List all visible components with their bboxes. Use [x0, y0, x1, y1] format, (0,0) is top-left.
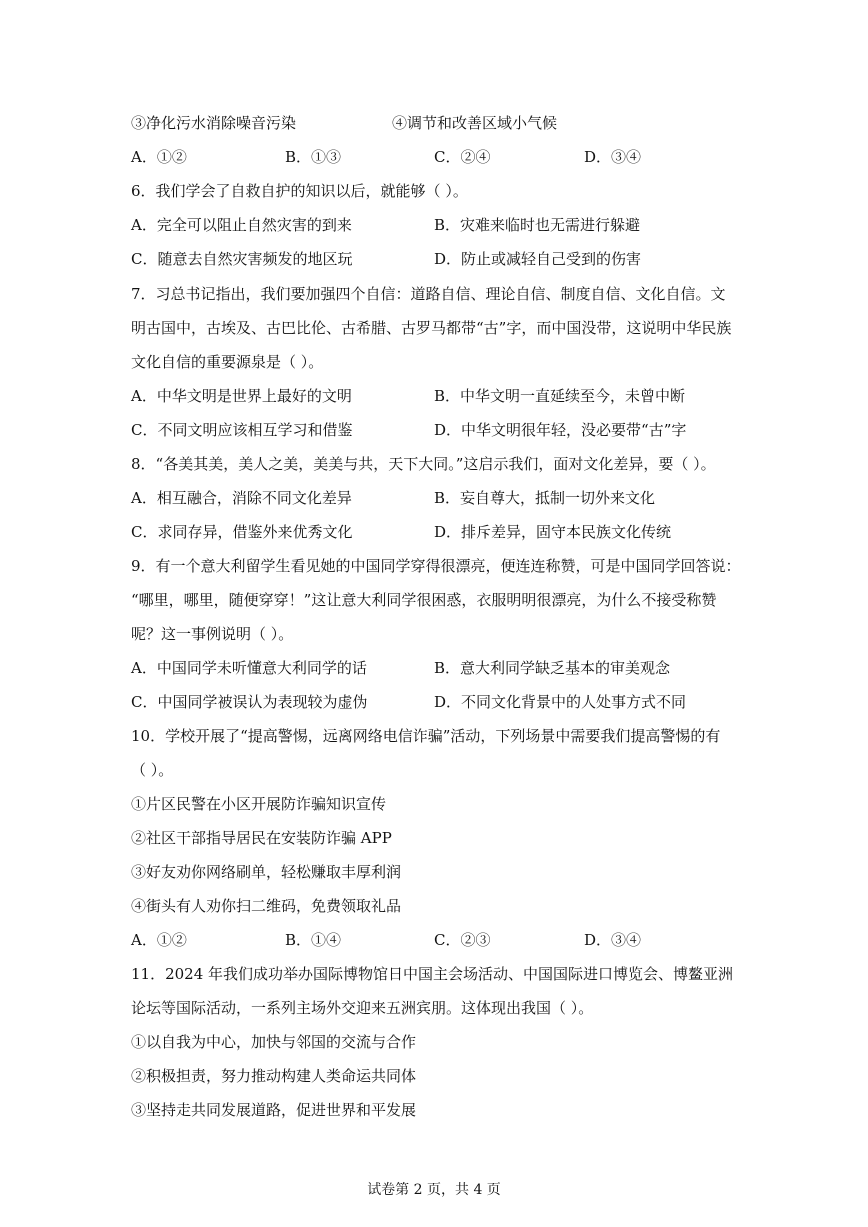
q10-item-1: ①片区民警在小区开展防诈骗知识宣传 [131, 795, 387, 813]
q9-option-b: B．意大利同学缺乏基本的审美观念 [434, 659, 671, 677]
q10-item-3: ③好友劝你网络刷单，轻松赚取丰厚利润 [131, 863, 402, 881]
q9-stem-line-2: “哪里，哪里，随便穿穿！”这让意大利同学很困惑，衣服明明很漂亮，为什么不接受称赞 [131, 591, 717, 609]
q6-option-d: D．防止或减轻自己受到的伤害 [434, 250, 642, 268]
q11-item-3: ③坚持走共同发展道路，促进世界和平发展 [131, 1101, 417, 1119]
q6-option-c: C．随意去自然灾害频发的地区玩 [131, 250, 353, 268]
q5-option-d: D．③④ [584, 148, 642, 166]
q5-item-3: ③净化污水消除噪音污染 [131, 114, 297, 132]
q10-option-c: C．②③ [434, 931, 491, 949]
q7-option-b: B．中华文明一直延续至今，未曾中断 [434, 387, 686, 405]
q9-stem-line-3: 呢？这一事例说明（ ）。 [131, 625, 294, 643]
q10-option-a: A．①② [131, 931, 187, 949]
q8-option-a: A．相互融合，消除不同文化差异 [131, 489, 352, 507]
q8-option-d: D．排斥差异，固守本民族文化传统 [434, 523, 672, 541]
q5-option-b: B．①③ [285, 148, 342, 166]
q10-item-2: ②社区干部指导居民在安装防诈骗 APP [131, 829, 392, 847]
q9-option-a: A．中国同学未听懂意大利同学的话 [131, 659, 367, 677]
q10-stem-line-2: （ ）。 [131, 761, 174, 779]
q6-option-b: B．灾难来临时也无需进行躲避 [434, 216, 641, 234]
q10-option-d: D．③④ [584, 931, 642, 949]
q7-option-d: D．中华文明很年轻，没必要带“古”字 [434, 421, 687, 439]
q11-item-1: ①以自我为中心，加快与邻国的交流与合作 [131, 1033, 417, 1051]
q7-stem-line-1: 7．习总书记指出，我们要加强四个自信：道路自信、理论自信、制度自信、文化自信。文 [131, 285, 726, 303]
q11-stem-line-1: 11．2024 年我们成功举办国际博物馆日中国主会场活动、中国国际进口博览会、博鳌亚洲 [131, 965, 734, 983]
q7-option-c: C．不同文明应该相互学习和借鉴 [131, 421, 353, 439]
q8-option-b: B．妄自尊大，抵制一切外来文化 [434, 489, 656, 507]
q8-stem: 8．“各美其美，美人之美，美美与共，天下大同。”这启示我们，面对文化差异，要（ ）。 [131, 455, 716, 473]
q10-item-4: ④街头有人劝你扫二维码，免费领取礼品 [131, 897, 402, 915]
q7-option-a: A．中华文明是世界上最好的文明 [131, 387, 352, 405]
q6-stem: 6．我们学会了自救自护的知识以后，就能够（ ）。 [131, 182, 468, 200]
q11-item-2: ②积极担责，努力推动构建人类命运共同体 [131, 1067, 417, 1085]
q6-option-a: A．完全可以阻止自然灾害的到来 [131, 216, 352, 234]
q5-option-c: C．②④ [434, 148, 491, 166]
q10-option-b: B．①④ [285, 931, 342, 949]
q10-stem-line-1: 10．学校开展了“提高警惕，远离网络电信诈骗”活动，下列场景中需要我们提高警惕的有 [131, 727, 721, 745]
q5-option-a: A．①② [131, 148, 187, 166]
q11-stem-line-2: 论坛等国际活动，一系列主场外交迎来五洲宾朋。这体现出我国（ ）。 [131, 999, 594, 1017]
q5-item-4: ④调节和改善区域小气候 [392, 114, 558, 132]
q7-stem-line-3: 文化自信的重要源泉是（ ）。 [131, 353, 324, 371]
q9-stem-line-1: 9．有一个意大利留学生看见她的中国同学穿得很漂亮，便连连称赞，可是中国同学回答说： [131, 557, 741, 575]
q9-option-c: C．中国同学被误认为表现较为虚伪 [131, 693, 368, 711]
q7-stem-line-2: 明古国中，古埃及、古巴比伦、古希腊、古罗马都带“古”字，而中国没带，这说明中华民族 [131, 319, 732, 337]
q8-option-c: C．求同存异，借鉴外来优秀文化 [131, 523, 353, 541]
q9-option-d: D．不同文化背景中的人处事方式不同 [434, 693, 687, 711]
page-footer: 试卷第 2 页，共 4 页 [367, 1182, 501, 1198]
